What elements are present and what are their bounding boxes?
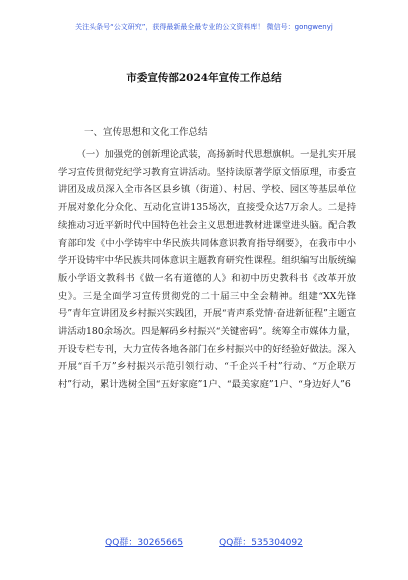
document-title: 市委宣传部2024年宣传工作总结 <box>126 72 282 84</box>
document-body <box>58 146 356 394</box>
footer-qq-groups <box>0 535 408 548</box>
header-banner: 关注头条号“公文研究”，获得最新最全最专业的公文资料库！ 微信号：gongwenyj <box>75 23 333 31</box>
body-paragraph: （一）加强党的创新理论武装，高扬新时代思想旗帜。一是扎实开展学习宣传贯彻党纪学习教育宣讲活动。坚持读原著学原文悟原理，市委宣讲团及成员深入全市各区县乡镇（街道）、村居、学校、园区等基层单位开展对象化分众化、互动化宣讲135场次，直接受众达7万余人。二是持续推动习近平新时代中国特色社会主义思想进教材进课堂进头脑。配合教育部印发《中小学铸牢中华民族共同体意识教育指导纲要》，在我市中小学开设铸牢中华民族共同体意识主题教育研究性课程。组织编写出版统编版小学语文教科书《做一名有道德的人》和初中历史教科书《改革开放史》。三是全面学习宣传贯彻党的二十届三中全会精神。组建“XX先锋号”青年宣讲团及乡村振兴实践团，开展“青声系党情·奋进新征程”主题宣讲活动180余场次。四是解码乡村振兴“关键密码”。统筹全市媒体力量，开设专栏专刊，大力宣传各地各部门在乡村振兴中的好经验好做法。深入开展“百千万”乡村振兴示范引领行动、“千企兴千村”行动、“万企联万村”行动，累计选树全国“五好家庭”1户、“最美家庭”1户、“身边好人”6 <box>58 149 356 391</box>
qq-group-link-1[interactable]: QQ群：30265665 <box>105 538 184 548</box>
qq-group-link-2[interactable]: QQ群：535304092 <box>219 538 303 548</box>
section-heading: 一、宣传思想和文化工作总结 <box>84 127 208 138</box>
